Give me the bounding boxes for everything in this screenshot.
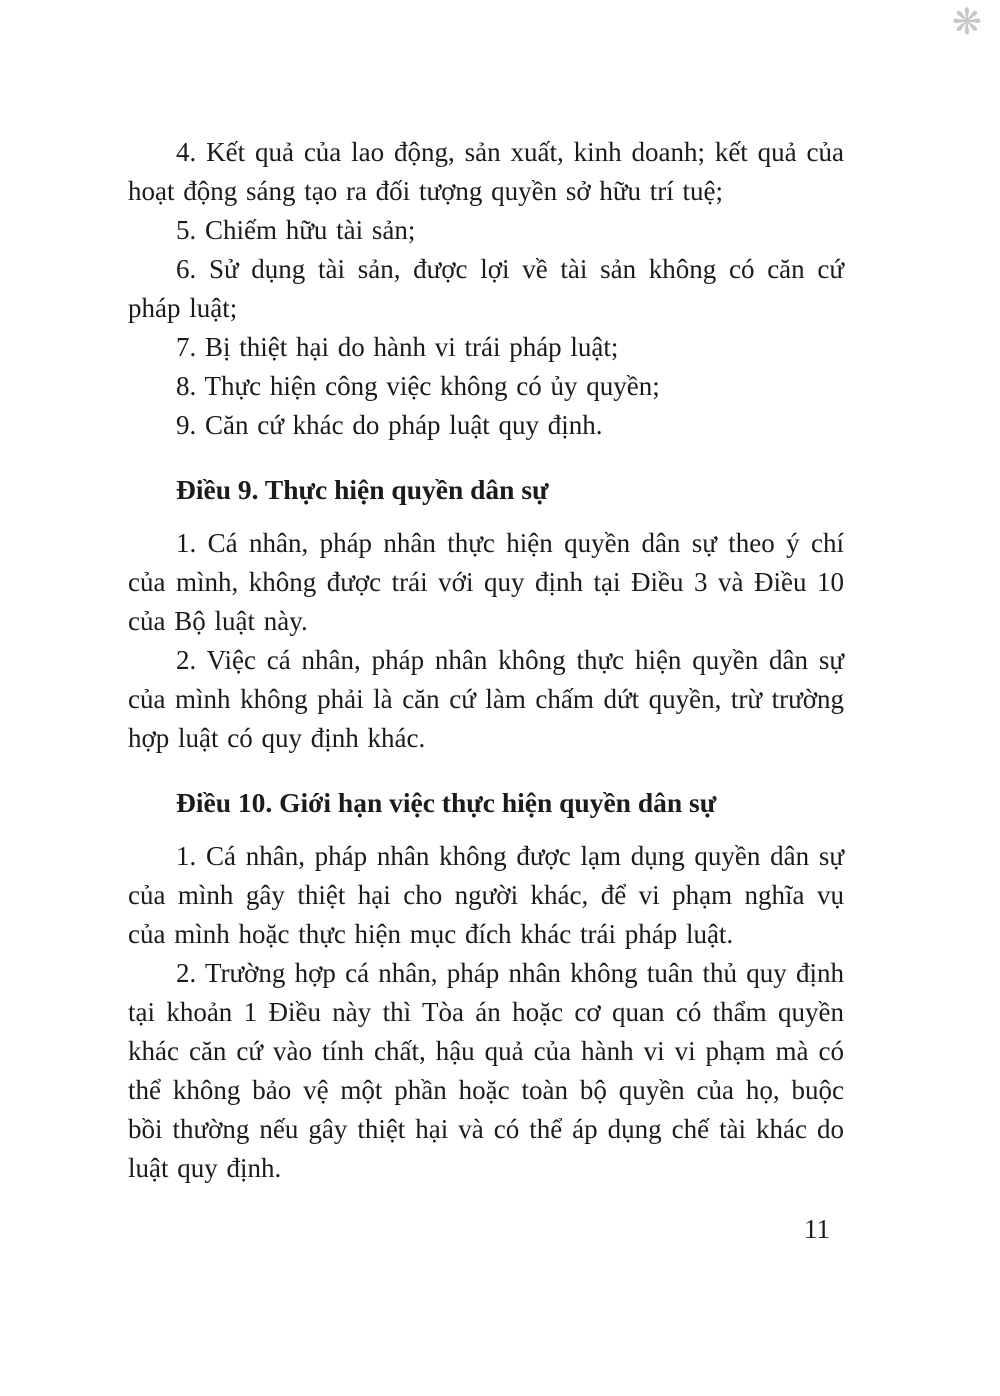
- floral-ornament-icon: ❋: [951, 2, 982, 42]
- list-item-5: 5. Chiếm hữu tài sản;: [176, 215, 416, 245]
- article-10-clause-1: 1. Cá nhân, pháp nhân không được lạm dụng quyền dân sự của mình gây thiệt hại cho người khác, để vi phạm nghĩa vụ của mình hoặc thực hiện mục đích khác trái pháp luật.: [128, 841, 844, 949]
- list-item-7: 7. Bị thiệt hại do hành vi trái pháp luật;: [176, 332, 619, 362]
- list-item-6: 6. Sử dụng tài sản, được lợi về tài sản không có căn cứ pháp luật;: [128, 254, 844, 323]
- article-10-heading: Điều 10. Giới hạn việc thực hiện quyền dân sự: [176, 787, 717, 818]
- article-9-clause-2: 2. Việc cá nhân, pháp nhân không thực hiện quyền dân sự của mình không phải là căn cứ làm chấm dứt quyền, trừ trường hợp luật có quy định khác.: [128, 645, 844, 753]
- list-item-8: 8. Thực hiện công việc không có ủy quyền;: [176, 371, 660, 401]
- list-item-4: 4. Kết quả của lao động, sản xuất, kinh doanh; kết quả của hoạt động sáng tạo ra đối tượng quyền sở hữu trí tuệ;: [128, 137, 844, 206]
- page-number: 11: [804, 1214, 830, 1244]
- article-9-heading: Điều 9. Thực hiện quyền dân sự: [176, 474, 549, 505]
- article-9-clause-1: 1. Cá nhân, pháp nhân thực hiện quyền dân sự theo ý chí của mình, không được trái với quy định tại Điều 3 và Điều 10 của Bộ luật này.: [128, 528, 844, 636]
- list-item-9: 9. Căn cứ khác do pháp luật quy định.: [176, 410, 603, 440]
- page-text-block: [128, 133, 844, 1249]
- article-10-clause-2: 2. Trường hợp cá nhân, pháp nhân không tuân thủ quy định tại khoản 1 Điều này thì Tòa án hoặc cơ quan có thẩm quyền khác căn cứ vào tính chất, hậu quả của hành vi vi phạm mà có thể không bảo vệ một phần hoặc toàn bộ quyền của họ, buộc bồi thường nếu gây thiệt hại và có thể áp dụng chế tài khác do luật quy định.: [128, 958, 844, 1183]
